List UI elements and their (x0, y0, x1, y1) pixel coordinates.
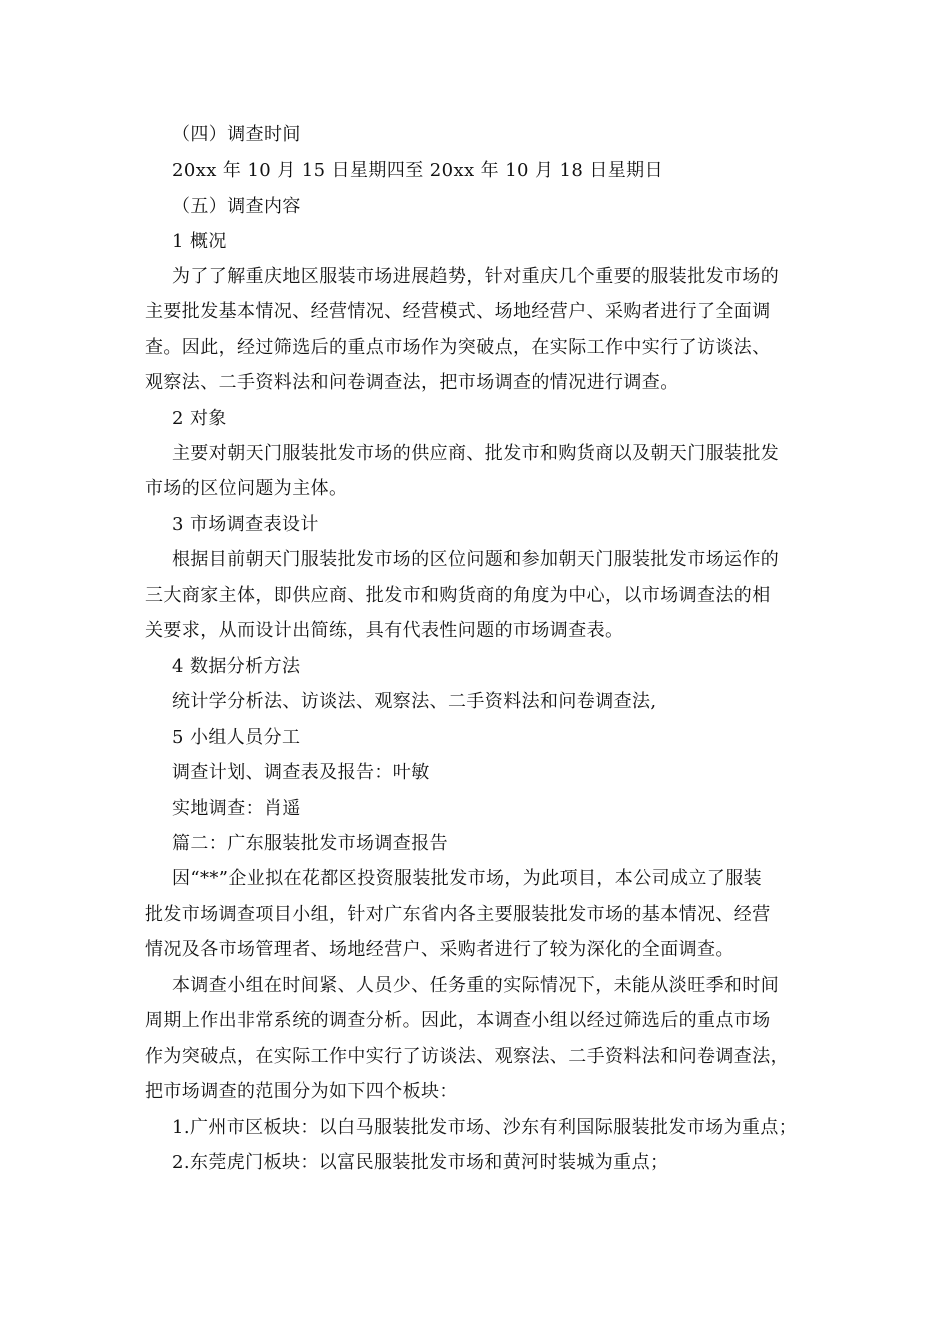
subsection-heading: 5 小组人员分工 (172, 727, 301, 748)
paragraph-line: 观察法、二手资料法和问卷调查法，把市场调查的情况进行调查。 (145, 372, 679, 393)
paragraph-line: 根据目前朝天门服装批发市场的区位问题和参加朝天门服装批发市场运作的 (172, 549, 780, 570)
section-heading: 篇二：广东服装批发市场调查报告 (172, 833, 448, 854)
paragraph-line: 因“**”企业拟在花都区投资服装批发市场，为此项目，本公司成立了服装 (172, 868, 763, 889)
paragraph-line: 查。因此，经过筛选后的重点市场作为突破点，在实际工作中实行了访谈法、 (145, 337, 771, 358)
paragraph-line: 主要批发基本情况、经营情况、经营模式、场地经营户、采购者进行了全面调 (145, 301, 771, 322)
paragraph-line: 统计学分析法、访谈法、观察法、二手资料法和问卷调查法, (172, 691, 657, 712)
subsection-heading: 2 对象 (172, 408, 227, 429)
section-heading: （五）调查内容 (172, 196, 301, 217)
subsection-heading: 4 数据分析方法 (172, 656, 301, 677)
paragraph-line: 市场的区位问题为主体。 (145, 478, 348, 499)
paragraph-line: 20xx 年 10 月 15 日星期四至 20xx 年 10 月 18 日星期日 (172, 160, 663, 181)
list-item: 1.广州市区板块：以白马服装批发市场、沙东有利国际服装批发市场为重点； (172, 1117, 798, 1138)
subsection-heading: 3 市场调查表设计 (172, 514, 319, 535)
paragraph-line: 把市场调查的范围分为如下四个板块： (145, 1081, 458, 1102)
section-heading: （四）调查时间 (172, 124, 301, 145)
subsection-heading: 1 概况 (172, 231, 227, 252)
paragraph-line: 三大商家主体，即供应商、批发市和购货商的角度为中心，以市场调查法的相 (145, 585, 771, 606)
paragraph-line: 作为突破点，在实际工作中实行了访谈法、观察法、二手资料法和问卷调查法， (145, 1046, 789, 1067)
paragraph-line: 本调查小组在时间紧、人员少、任务重的实际情况下，未能从淡旺季和时间 (172, 975, 780, 996)
paragraph-line: 情况及各市场管理者、场地经营户、采购者进行了较为深化的全面调查。 (145, 939, 734, 960)
paragraph-line: 关要求，从而设计出简练，具有代表性问题的市场调查表。 (145, 620, 624, 641)
paragraph-line: 周期上作出非常系统的调查分析。因此，本调查小组以经过筛选后的重点市场 (145, 1010, 771, 1031)
paragraph-line: 主要对朝天门服装批发市场的供应商、批发市和购货商以及朝天门服装批发 (172, 443, 780, 464)
list-item: 2.东莞虎门板块：以富民服装批发市场和黄河时装城为重点； (172, 1152, 669, 1173)
paragraph-line: 调查计划、调查表及报告：叶敏 (172, 762, 430, 783)
paragraph-line: 为了了解重庆地区服装市场进展趋势，针对重庆几个重要的服装批发市场的 (172, 266, 780, 287)
paragraph-line: 实地调查：肖遥 (172, 798, 301, 819)
paragraph-line: 批发市场调查项目小组，针对广东省内各主要服装批发市场的基本情况、经营 (145, 904, 771, 925)
